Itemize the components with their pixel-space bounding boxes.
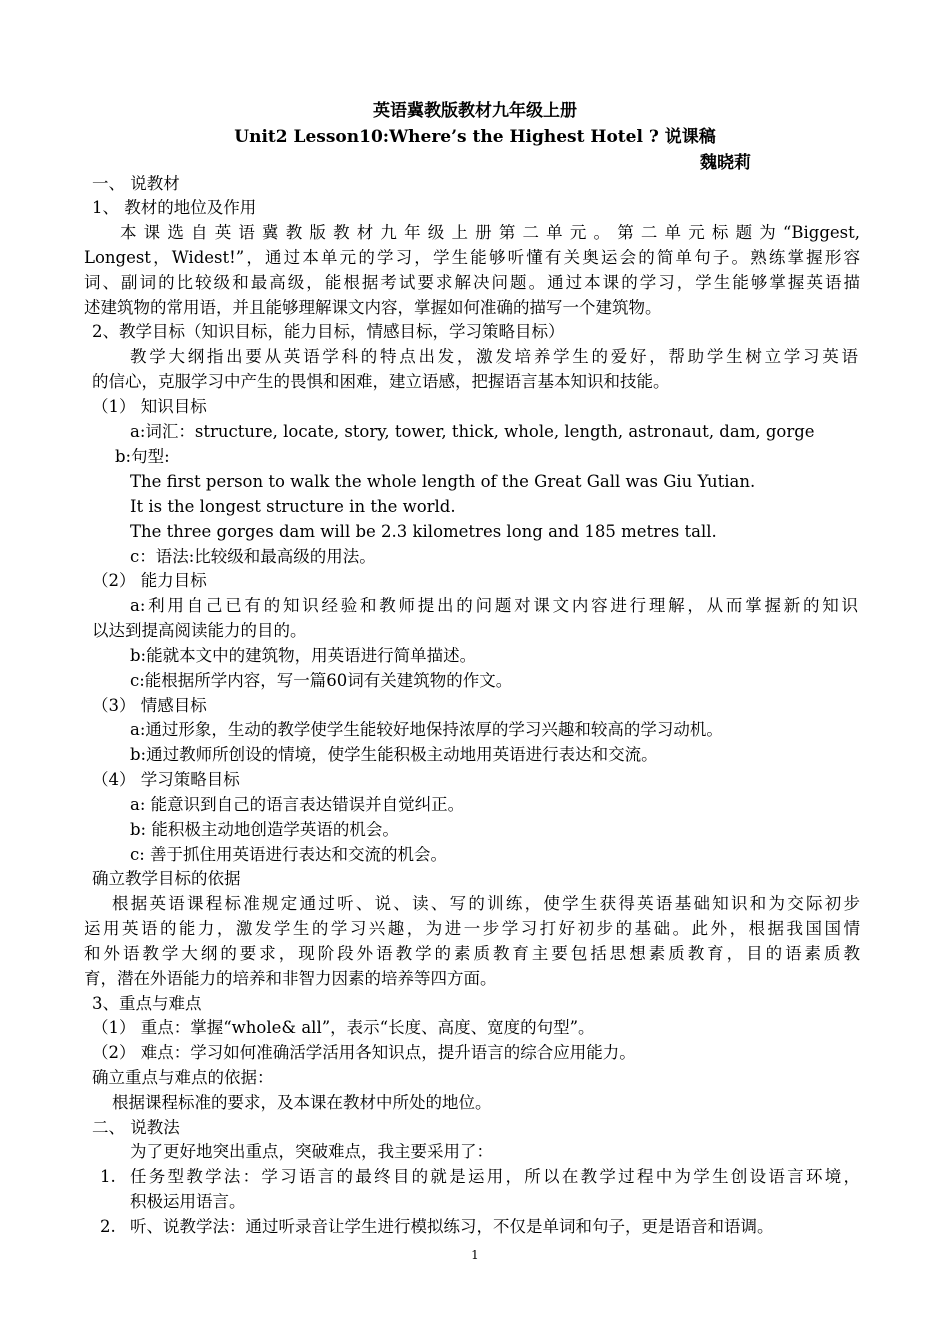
item-heading: （2） 能力目标	[92, 571, 207, 590]
body-line: c:能根据所学内容，写一篇60词有关建筑物的作文。	[130, 671, 513, 690]
body-line: 为了更好地突出重点，突破难点，我主要采用了：	[130, 1142, 493, 1161]
list-item: 听、说教学法：通过听录音让学生进行模拟练习，不仅是单词和句子，更是语音和语调。	[130, 1217, 774, 1236]
example-sentence: It is the longest structure in the world.	[130, 497, 456, 516]
body-line: （1） 重点：掌握“whole& all”，表示“长度、高度、宽度的句型”。	[92, 1018, 595, 1037]
doc-author: 魏晓莉	[700, 153, 751, 173]
body-line: 以达到提高阅读能力的目的。	[92, 621, 307, 640]
subsection-heading: 确立教学目标的依据	[92, 869, 241, 888]
body-line: 的信心，克服学习中产生的畏惧和困难，建立语感，把握语言基本知识和技能。	[92, 372, 670, 391]
body-line: c: 善于抓住用英语进行表达和交流的机会。	[130, 845, 448, 864]
body-line: Longest，Widest!”，通过本单元的学习，学生能够听懂有关奥运会的简单句子。熟练掌握形容	[84, 248, 860, 267]
subsection-heading: 1、 教材的地位及作用	[92, 198, 257, 217]
section-heading: 二、 说教法	[92, 1118, 180, 1137]
subsection-heading: 3、重点与难点	[92, 994, 202, 1013]
page-number: 1	[471, 1248, 479, 1262]
body-line: b: 能积极主动地创造学英语的机会。	[130, 820, 399, 839]
body-line: 教学大纲指出要从英语学科的特点出发，激发培养学生的爱好，帮助学生树立学习英语	[130, 347, 858, 366]
item-heading: （4） 学习策略目标	[92, 770, 240, 789]
list-item: 任务型教学法：学习语言的最终目的就是运用，所以在教学过程中为学生创设语言环境，	[130, 1167, 860, 1186]
body-line: 本课选自英语冀教版教材九年级上册第二单元。第二单元标题为“Biggest,	[120, 223, 860, 242]
body-line: a:词汇：structure, locate, story, tower, thick, whole, length, astronaut, dam, gorge	[130, 422, 815, 441]
body-line: 述建筑物的常用语，并且能够理解课文内容，掌握如何准确的描写一个建筑物。	[84, 298, 662, 317]
body-line: a:利用自己已有的知识经验和教师提出的问题对课文内容进行理解，从而掌握新的知识	[130, 596, 858, 615]
body-line: 根据课程标准的要求，及本课在教材中所处的地位。	[112, 1093, 492, 1112]
item-heading: （1） 知识目标	[92, 397, 207, 416]
body-line: 运用英语的能力，激发学生的学习兴趣，为进一步学习打好初步的基础。此外，根据我国国情	[84, 919, 860, 938]
section-heading: 一、 说教材	[92, 174, 180, 193]
subsection-heading: 确立重点与难点的依据：	[92, 1068, 274, 1087]
body-line: （2） 难点：学习如何准确活学活用各知识点，提升语言的综合应用能力。	[92, 1043, 636, 1062]
body-line: 词、副词的比较级和最高级，能根据考试要求解决问题。通过本课的学习，学生能够掌握英语描	[84, 273, 860, 292]
body-line: b:通过教师所创设的情境，使学生能积极主动地用英语进行表达和交流。	[130, 745, 658, 764]
body-line: 育，潜在外语能力的培养和非智力因素的培养等四方面。	[84, 969, 497, 988]
doc-subtitle: Unit2 Lesson10:Where’s the Highest Hotel ? 说课稿	[234, 127, 716, 147]
example-sentence: The three gorges dam will be 2.3 kilometres long and 185 metres tall.	[130, 522, 717, 541]
body-line: c：语法:比较级和最高级的用法。	[130, 547, 376, 566]
list-number: 2.	[100, 1217, 116, 1236]
item-heading: （3） 情感目标	[92, 696, 207, 715]
doc-title: 英语冀教版教材九年级上册	[373, 101, 577, 121]
body-line: 和外语教学大纲的要求，现阶段外语教学的素质教育主要包括思想素质教育，目的语素质教	[84, 944, 860, 963]
subsection-heading: 2、教学目标（知识目标，能力目标，情感目标，学习策略目标）	[92, 322, 565, 341]
body-line: b:句型:	[115, 447, 170, 466]
example-sentence: The first person to walk the whole length of the Great Gall was Giu Yutian.	[130, 472, 756, 491]
body-line: 根据英语课程标准规定通过听、说、读、写的训练，使学生获得英语基础知识和为交际初步	[112, 894, 860, 913]
list-number: 1.	[100, 1167, 116, 1186]
body-line: a: 能意识到自己的语言表达错误并自觉纠正。	[130, 795, 465, 814]
body-line: a:通过形象，生动的教学使学生能较好地保持浓厚的学习兴趣和较高的学习动机。	[130, 720, 723, 739]
list-item-continuation: 积极运用语言。	[130, 1192, 246, 1211]
body-line: b:能就本文中的建筑物，用英语进行简单描述。	[130, 646, 477, 665]
